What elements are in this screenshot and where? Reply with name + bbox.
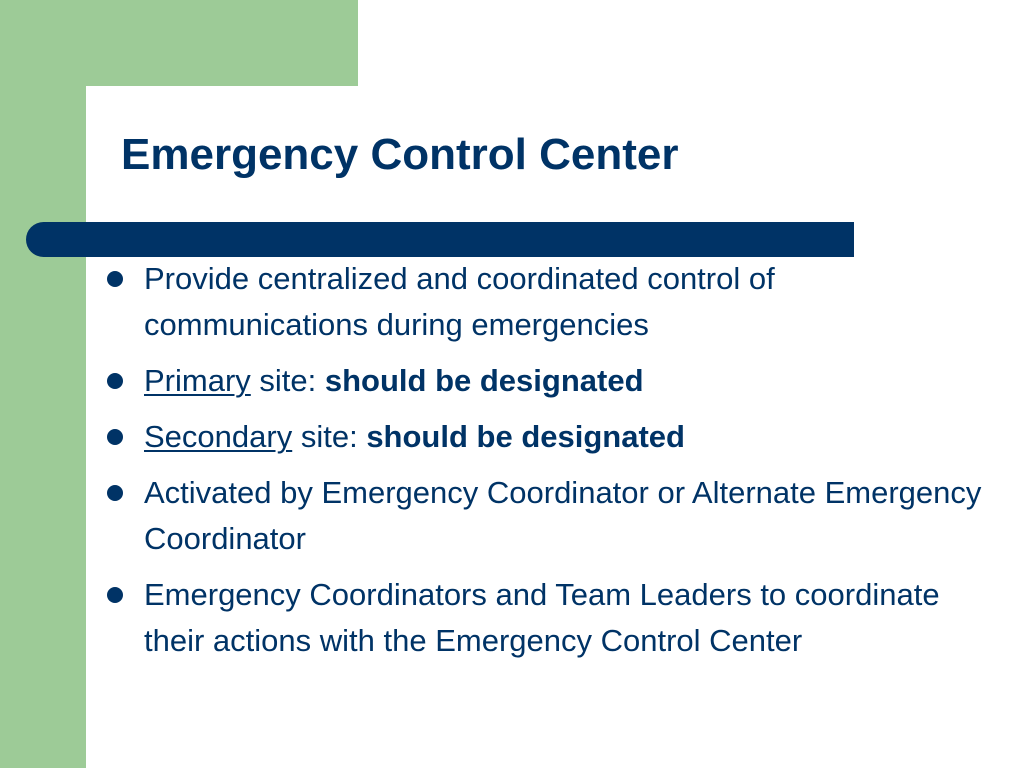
left-green-band [0, 0, 86, 768]
bullet-dot-icon [107, 485, 123, 501]
secondary-link[interactable]: Secondary [144, 419, 293, 454]
bullet-list [104, 256, 984, 674]
bullet-text: Provide centralized and coordinated control of communications during emergencies [144, 261, 775, 342]
bullet-text: site: [250, 363, 325, 398]
bullet-dot-icon [107, 429, 123, 445]
slide-title: Emergency Control Center [121, 130, 679, 179]
bullet-text: Activated by Emergency Coordinator or Alternate Emergency Coordinator [144, 475, 982, 556]
bullet-text: site: [292, 419, 367, 454]
bullet-text: Emergency Coordinators and Team Leaders to coordinate their actions with the Emergency Control Center [144, 577, 940, 658]
bullet-emphasis: should be designated [324, 363, 644, 398]
bullet-emphasis: should be designated [366, 419, 685, 454]
bullet-item [104, 572, 984, 664]
bullet-item [104, 470, 984, 562]
bullet-dot-icon [107, 587, 123, 603]
bullet-dot-icon [107, 271, 123, 287]
primary-link[interactable]: Primary [144, 363, 251, 398]
top-green-block [0, 0, 358, 86]
bullet-item [104, 414, 984, 460]
title-divider-bar [26, 222, 854, 257]
bullet-item [104, 256, 984, 348]
bullet-item [104, 358, 984, 404]
bullet-dot-icon [107, 373, 123, 389]
